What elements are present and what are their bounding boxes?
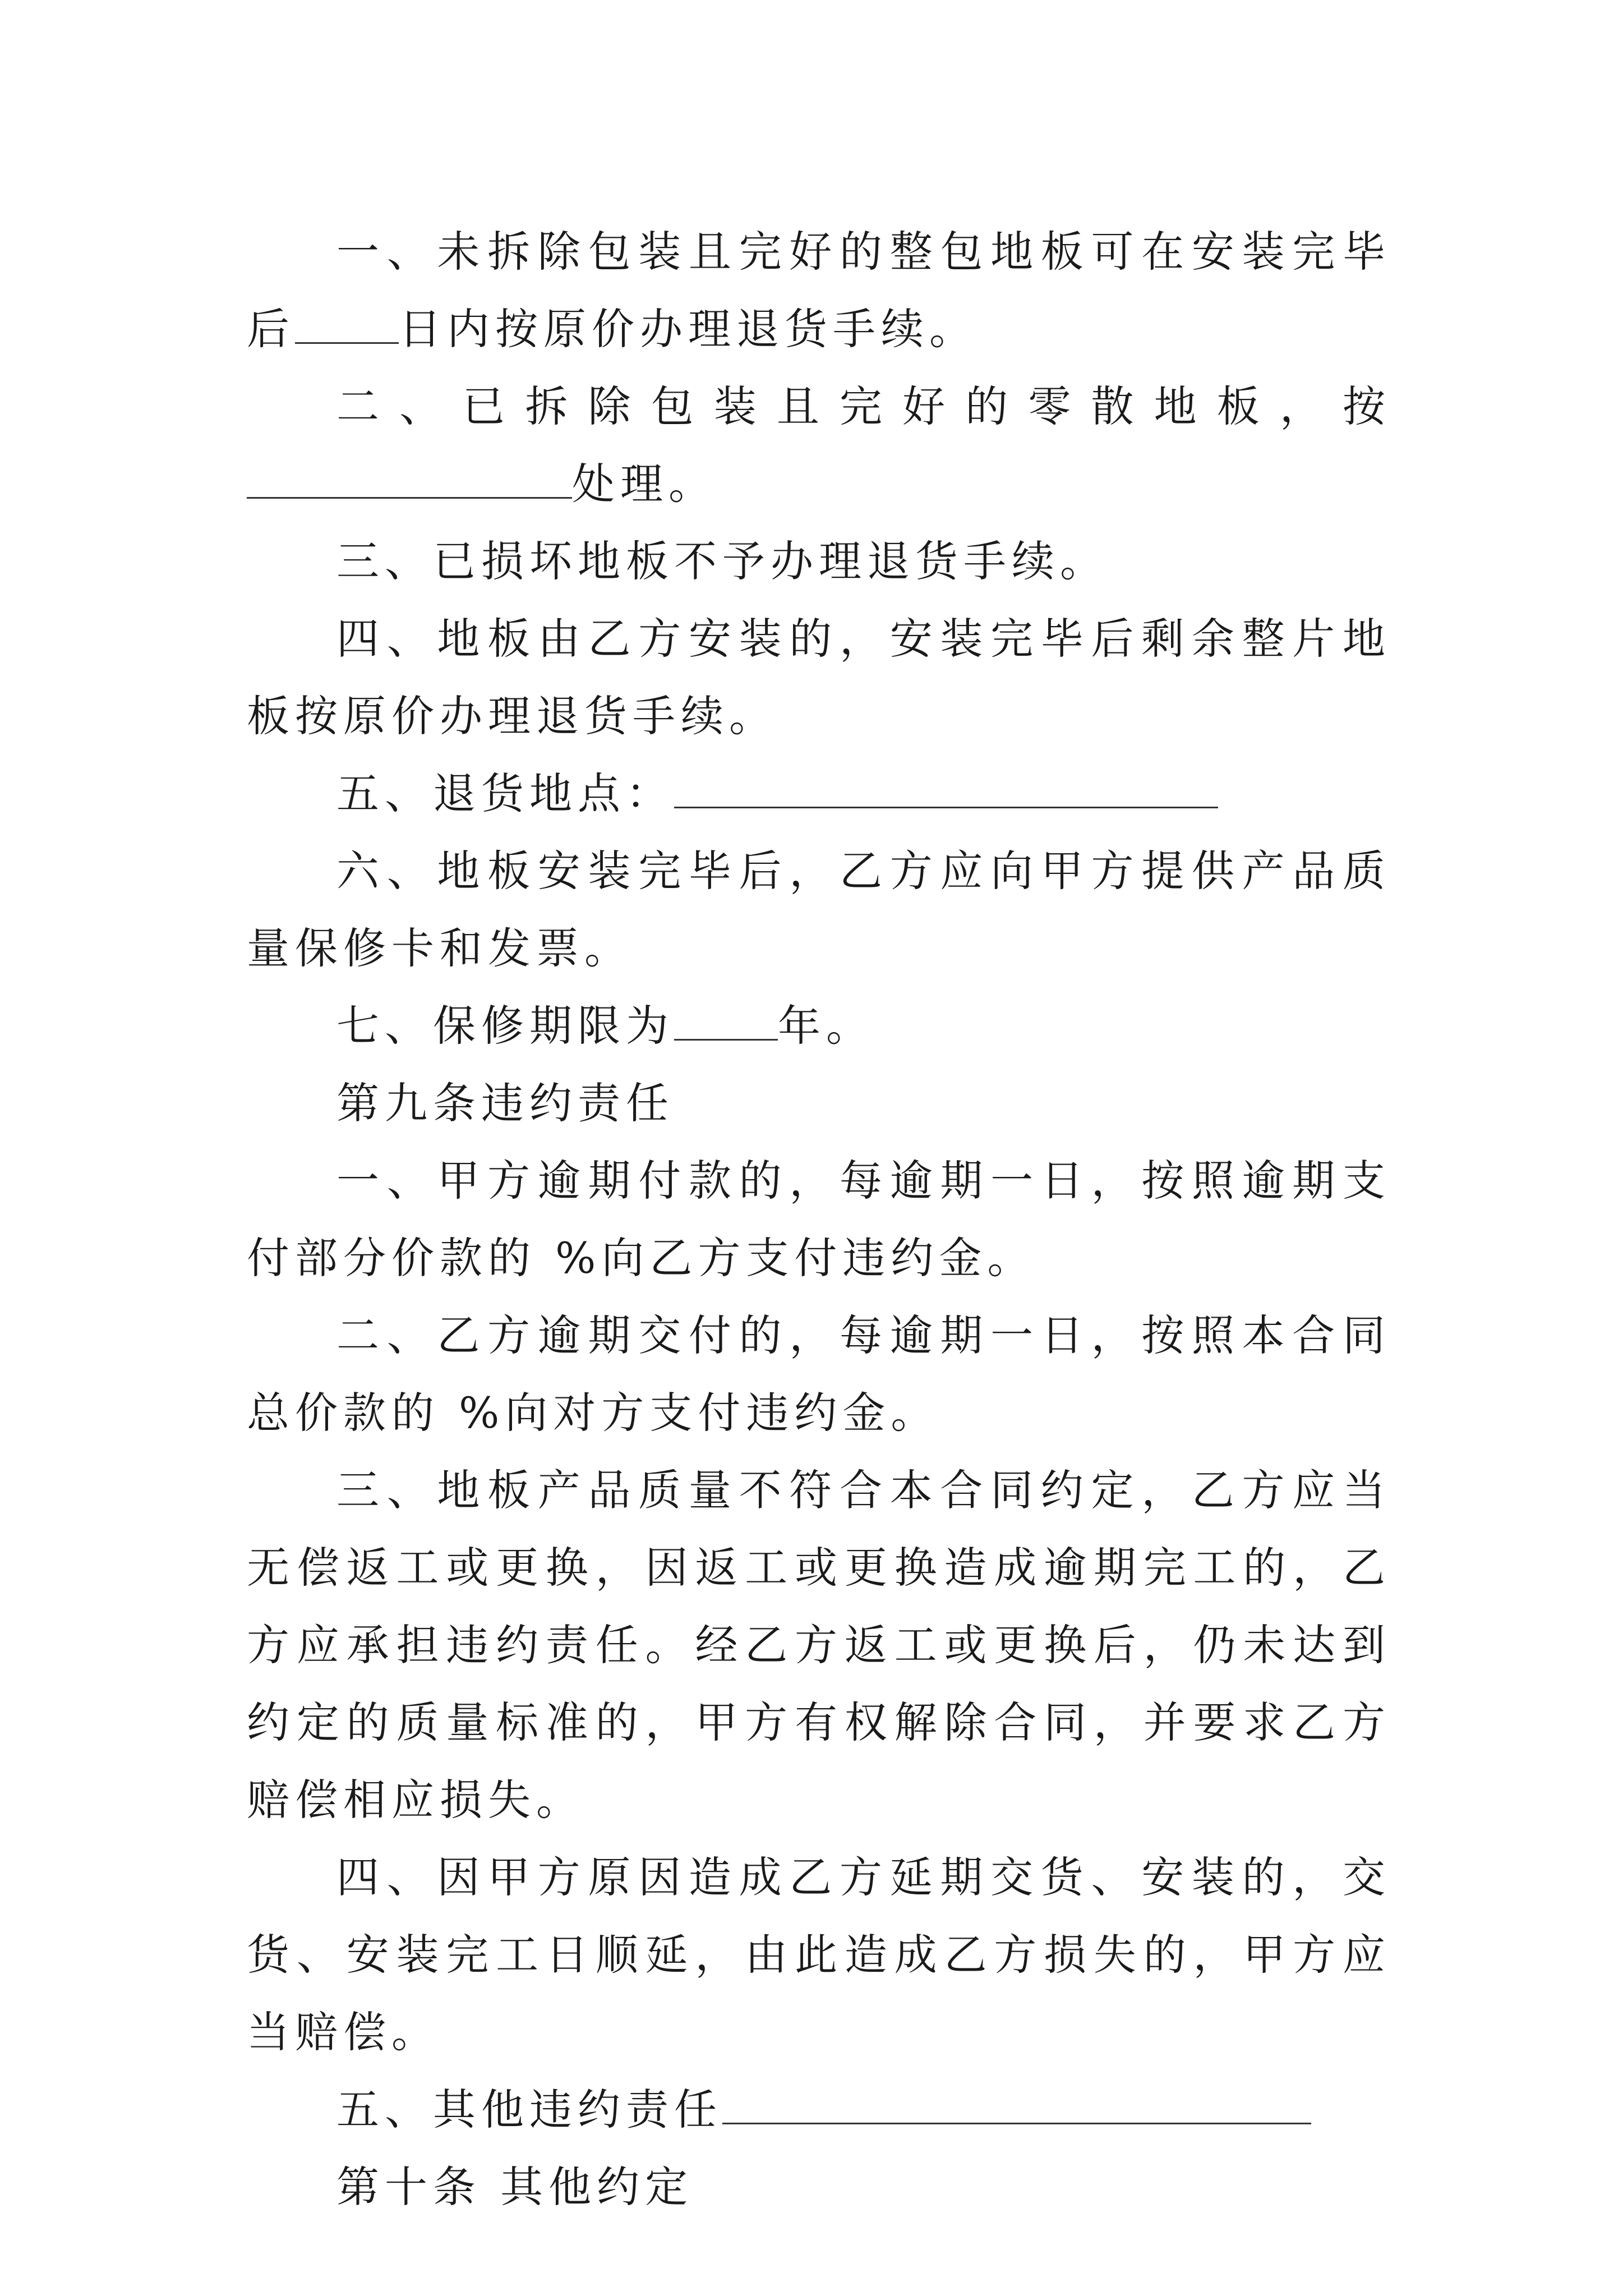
blank-other-liability-field[interactable]	[722, 2089, 1311, 2124]
clause-late-delivery: 二、乙方逾期交付的，每逾期一日，按照本合同总价款的 %向对方支付违约金。	[247, 1310, 1391, 1438]
blank-location-field[interactable]	[674, 773, 1218, 808]
clause-text: 处理。	[572, 459, 717, 509]
clause-text: 日内按原价办理退货手续。	[399, 304, 978, 354]
blank-handling-field[interactable]	[247, 463, 572, 499]
clause-text: 二、已拆除包装且完好的零散地板，按	[336, 381, 1391, 431]
clause-text: 一、未拆除包装且完好的整包地板可在安装完毕后	[247, 227, 1391, 354]
clause-other-liability	[247, 2071, 1391, 2148]
clause-text: 五、退货地点：	[336, 769, 674, 818]
blank-years-field[interactable]	[674, 1005, 778, 1041]
clause-return-unopened	[247, 213, 1391, 368]
clause-text: 年。	[778, 1001, 874, 1051]
article-9-heading: 第九条违约责任	[336, 1078, 674, 1128]
document-body	[247, 213, 1391, 2226]
clause-text: 五、其他违约责任	[336, 2085, 722, 2134]
blank-days-field[interactable]	[295, 309, 399, 344]
clause-quality-defect: 三、地板产品质量不符合本合同约定，乙方应当无偿返工或更换，因返工或更换造成逾期完工的，乙方应承担违约责任。经乙方返工或更换后，仍未达到约定的质量标准的，甲方有权解除合同，并要求乙方赔偿相应损失。	[247, 1465, 1391, 1825]
article-10-heading: 第十条 其他约定	[336, 2162, 694, 2212]
clause-warranty-period	[247, 987, 1391, 1065]
clause-buyer-delay: 四、因甲方原因造成乙方延期交货、安装的，交货、安装完工日顺延，由此造成乙方损失的，甲方应当赔偿。	[247, 1852, 1391, 2057]
clause-damaged: 三、已损坏地板不予办理退货手续。	[336, 536, 1108, 586]
clause-return-opened	[247, 368, 1391, 523]
clause-late-payment: 一、甲方逾期付款的，每逾期一日，按照逾期支付部分价款的 %向乙方支付违约金。	[247, 1156, 1391, 1283]
clause-text: 七、保修期限为	[336, 1001, 674, 1051]
clause-return-location	[247, 755, 1391, 832]
clause-warranty-card: 六、地板安装完毕后，乙方应向甲方提供产品质量保修卡和发票。	[247, 846, 1391, 973]
clause-installer-return: 四、地板由乙方安装的，安装完毕后剩余整片地板按原价办理退货手续。	[247, 614, 1391, 741]
